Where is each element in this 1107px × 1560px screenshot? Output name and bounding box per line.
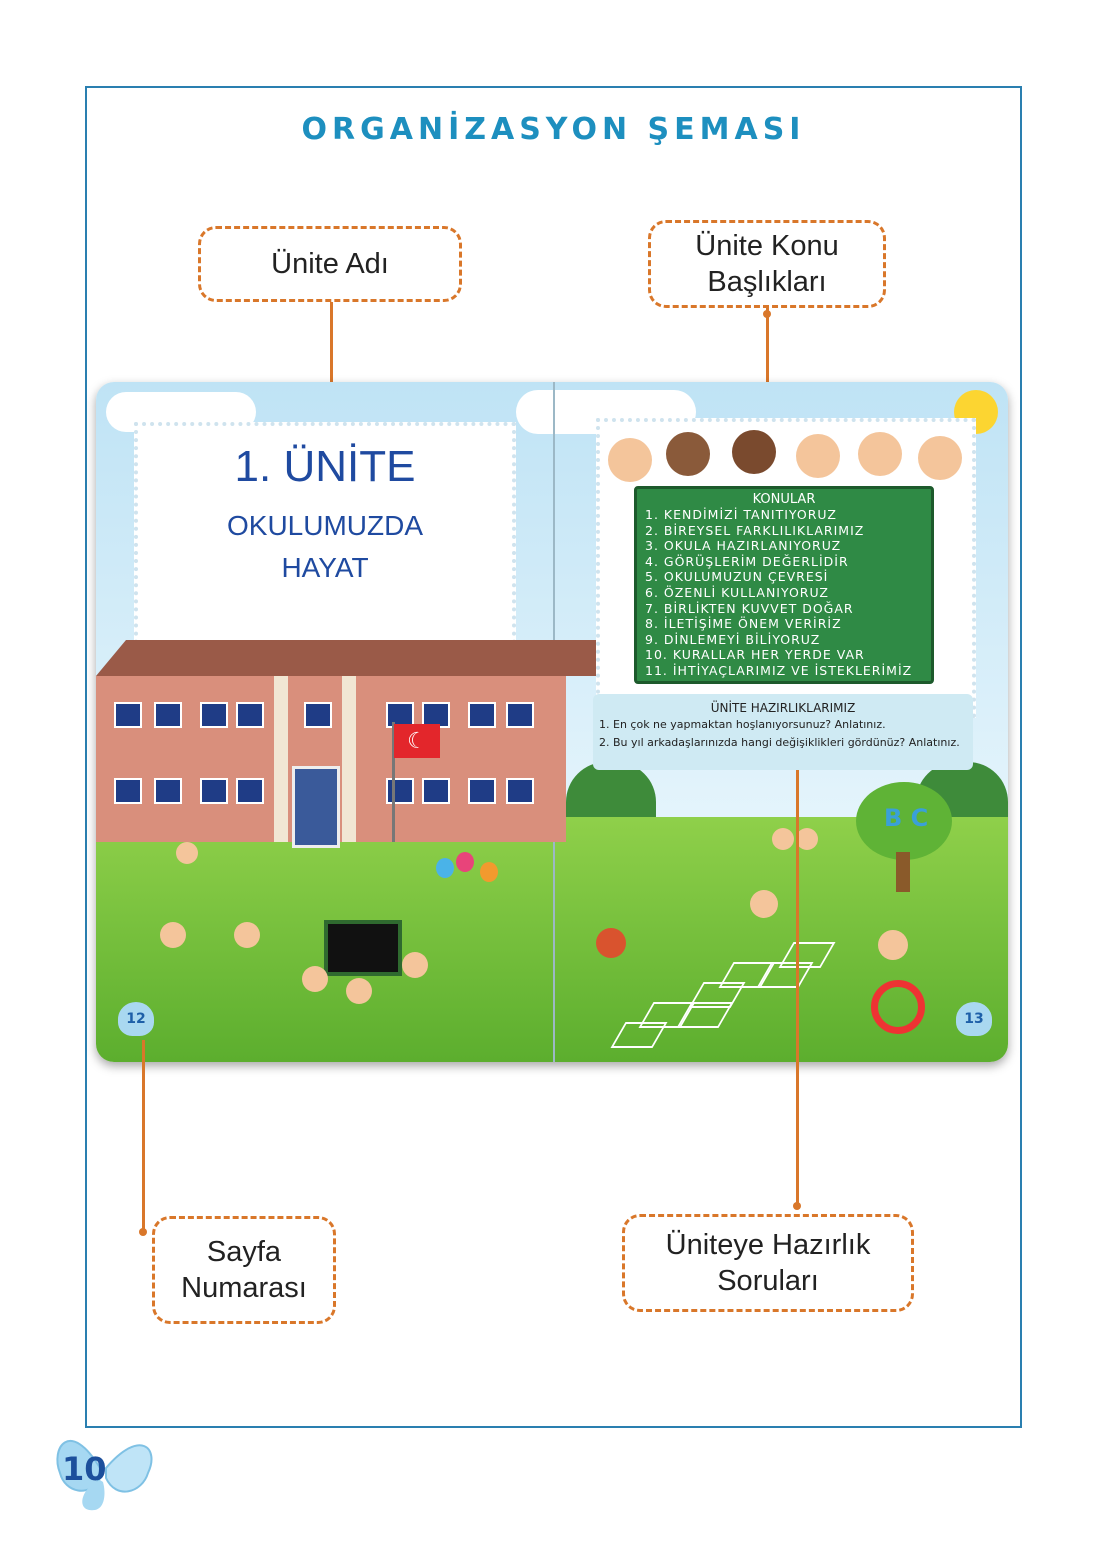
school-window bbox=[236, 702, 264, 728]
topics-board bbox=[634, 486, 934, 684]
connector-konu-basliklari-dot bbox=[763, 310, 771, 318]
topic-item: 10. KURALLAR HER YERDE VAR bbox=[645, 647, 865, 663]
topic-item: 2. BİREYSEL FARKLILIKLARIMIZ bbox=[645, 522, 865, 538]
school-window bbox=[200, 702, 228, 728]
school-column bbox=[274, 676, 288, 842]
child-figure bbox=[234, 922, 260, 948]
child-figure bbox=[176, 842, 198, 864]
callout-konu-basliklari bbox=[648, 220, 886, 308]
topic-item: 1. KENDİMİZİ TANITIYORUZ bbox=[645, 507, 837, 522]
callout-unite-adi-label: Ünite Adı bbox=[271, 248, 389, 280]
page-number-badge-right bbox=[956, 1002, 992, 1036]
school-roof bbox=[96, 640, 626, 676]
school-window bbox=[236, 778, 264, 804]
child-figure bbox=[772, 828, 794, 850]
balloon bbox=[436, 858, 454, 878]
topic-item: 9. DİNLEMEYİ BİLİYORUZ bbox=[645, 631, 821, 647]
preparation-box bbox=[593, 694, 973, 770]
connector-hazirlik-sorulari-dot bbox=[793, 1202, 801, 1210]
child-figure bbox=[346, 978, 372, 1004]
school-window bbox=[114, 778, 142, 804]
callout-sayfa-numarasi-label: Sayfa Numarası bbox=[181, 1236, 307, 1304]
child-figure bbox=[302, 966, 328, 992]
child-figure bbox=[878, 930, 908, 960]
child-face bbox=[858, 432, 902, 476]
turkish-flag-icon: ☾ bbox=[394, 724, 440, 758]
page-number-left: 12 bbox=[126, 1011, 146, 1027]
page-number: 10 bbox=[62, 1450, 107, 1488]
topic-item: 6. ÖZENLİ KULLANIYORUZ bbox=[645, 584, 829, 600]
school-window bbox=[154, 702, 182, 728]
unit-name-line1: OKULUMUZDA bbox=[226, 510, 423, 541]
school-window bbox=[386, 778, 414, 804]
child-figure bbox=[402, 952, 428, 978]
child-face bbox=[666, 432, 710, 476]
balloon bbox=[456, 852, 474, 872]
book-spread-preview bbox=[96, 382, 1008, 1062]
school-window bbox=[506, 778, 534, 804]
school-window bbox=[304, 702, 332, 728]
preparation-question: 1. En çok ne yapmaktan hoşlanıyorsunuz? Anlatınız. bbox=[599, 718, 886, 731]
page-number-butterfly bbox=[50, 1418, 160, 1518]
topic-item: 4. GÖRÜŞLERİM DEĞERLİDİR bbox=[645, 553, 849, 569]
topic-item: 5. OKULUMUZUN ÇEVRESİ bbox=[645, 569, 829, 585]
topics-title: KONULAR bbox=[752, 492, 816, 507]
callout-konu-basliklari-label: Ünite Konu Başlıkları bbox=[695, 230, 839, 298]
callout-hazirlik-sorulari-label: Üniteye Hazırlık Soruları bbox=[665, 1229, 871, 1297]
page-title: ORGANİZASYON ŞEMASI bbox=[301, 112, 806, 147]
callout-sayfa-numarasi bbox=[152, 1216, 336, 1324]
unit-name-line2: HAYAT bbox=[281, 552, 369, 583]
school-window bbox=[468, 702, 496, 728]
child-figure bbox=[160, 922, 186, 948]
school-window bbox=[506, 702, 534, 728]
connector-hazirlik-sorulari bbox=[796, 770, 799, 1206]
child-face bbox=[918, 436, 962, 480]
child-face bbox=[796, 434, 840, 478]
school-window bbox=[468, 778, 496, 804]
callout-hazirlik-sorulari bbox=[622, 1214, 914, 1312]
tree-letters: B C bbox=[884, 804, 929, 832]
abc-tree bbox=[856, 782, 952, 860]
balloon bbox=[480, 862, 498, 882]
school-column bbox=[342, 676, 356, 842]
preparation-title: ÜNİTE HAZIRLIKLARIMIZ bbox=[710, 701, 856, 715]
swim-ring bbox=[871, 980, 925, 1034]
chalkboard bbox=[324, 920, 402, 976]
topic-item: 3. OKULA HAZIRLANIYORUZ bbox=[645, 538, 842, 554]
child-face bbox=[732, 430, 776, 474]
topic-item: 8. İLETİŞİME ÖNEM VERİRİZ bbox=[645, 616, 842, 632]
school-door bbox=[292, 766, 340, 848]
school-window bbox=[422, 778, 450, 804]
school-window bbox=[154, 778, 182, 804]
child-figure bbox=[596, 928, 626, 958]
school-window bbox=[114, 702, 142, 728]
connector-sayfa-numarasi-dot bbox=[139, 1228, 147, 1236]
child-figure bbox=[796, 828, 818, 850]
topic-item: 11. İHTİYAÇLARIMIZ VE İSTEKLERİMİZ bbox=[645, 662, 913, 678]
tree-trunk bbox=[896, 852, 910, 892]
connector-sayfa-numarasi bbox=[142, 1040, 145, 1232]
preparation-question: 2. Bu yıl arkadaşlarınızda hangi değişiklikleri gördünüz? Anlatınız. bbox=[599, 736, 960, 749]
unit-number: 1. ÜNİTE bbox=[234, 442, 416, 491]
callout-unite-adi bbox=[198, 226, 462, 302]
page-number-right: 13 bbox=[964, 1011, 984, 1027]
page-number-badge-left bbox=[118, 1002, 154, 1036]
grass-ground bbox=[96, 817, 1008, 1062]
school-window bbox=[200, 778, 228, 804]
child-face bbox=[608, 438, 652, 482]
child-figure bbox=[750, 890, 778, 918]
topic-item: 7. BİRLİKTEN KUVVET DOĞAR bbox=[645, 600, 854, 616]
